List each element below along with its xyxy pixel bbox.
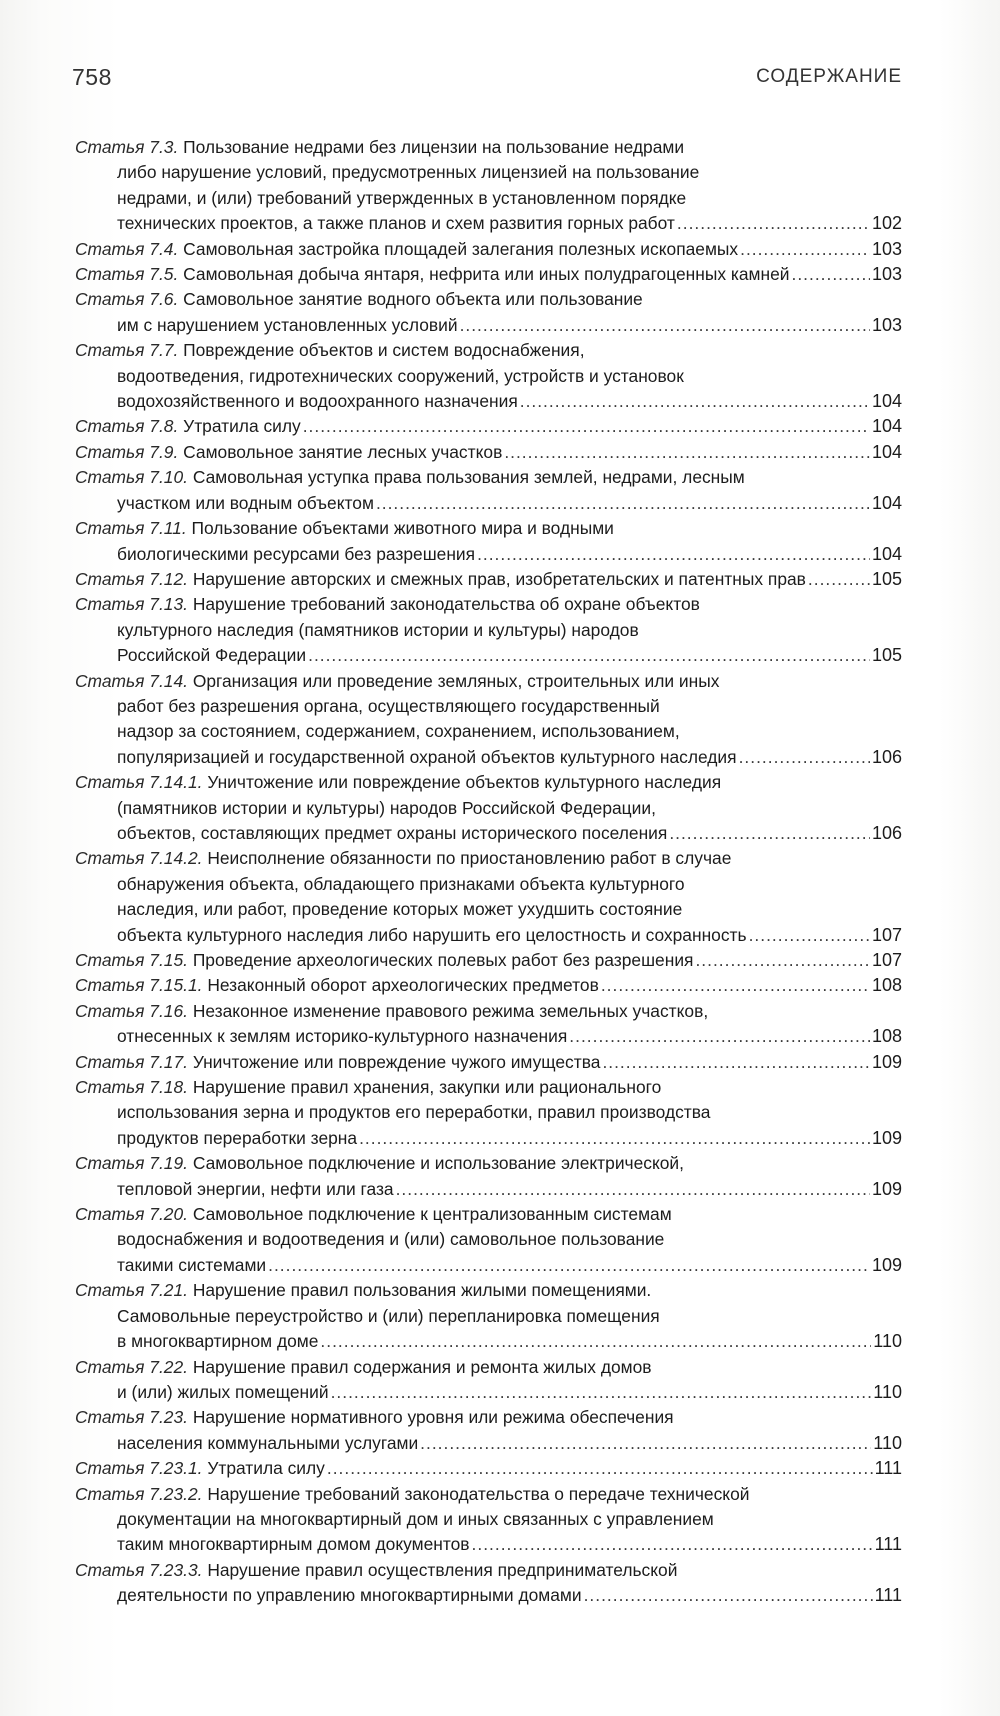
toc-entry-text <box>117 696 660 716</box>
toc-entry-line <box>75 567 902 592</box>
toc-entry-line <box>75 186 902 211</box>
article-title-text: наследия, или работ, проведение которых может ухудшить состояние <box>117 899 683 920</box>
toc-entry-text <box>75 1153 684 1173</box>
dot-leader <box>420 1431 871 1456</box>
page-reference: 109 <box>871 1178 902 1199</box>
article-label: Статья 7.23.2. <box>75 1483 203 1504</box>
toc-entry-line <box>75 1355 902 1380</box>
toc-entry-text <box>75 1357 652 1377</box>
article-label: Статья 7.15. <box>75 950 188 970</box>
article-title-text: Повреждение объектов и систем водоснабжения, <box>183 340 585 361</box>
article-title-text: продуктов переработки зерна <box>117 1127 358 1148</box>
article-title-text: Незаконное изменение правового режима земельных участков, <box>192 1000 709 1021</box>
toc-entry-text <box>75 848 731 868</box>
article-label: Статья 7.17. <box>75 1051 188 1072</box>
toc-entry-text <box>117 874 685 894</box>
toc-entry[interactable] <box>75 948 902 973</box>
toc-entry-line <box>75 1329 902 1354</box>
article-title-text: работ без разрешения органа, осуществляющего государственный <box>117 695 660 716</box>
dot-leader <box>569 1024 870 1049</box>
article-title-text: использования зерна и продуктов его переработки, правил производства <box>117 1102 711 1123</box>
toc-entry-text <box>75 1001 708 1021</box>
article-title-text: Пользование объектами животного мира и водными <box>191 518 614 539</box>
page-reference: 106 <box>871 822 902 843</box>
toc-entry-line <box>75 618 902 643</box>
toc-entry-line <box>75 1507 902 1532</box>
article-label: Статья 7.12. <box>75 568 188 589</box>
article-label: Статья 7.19. <box>75 1153 188 1174</box>
toc-entry-text <box>117 1509 714 1529</box>
article-title-text: и (или) жилых помещений <box>117 1381 329 1402</box>
page-number: 758 <box>72 64 112 90</box>
article-label: Статья 7.5. <box>75 264 179 285</box>
article-title-text: Нарушение требований законодательства о передаче технической <box>207 1483 750 1504</box>
toc-entry-text <box>117 1380 329 1405</box>
toc-entry-line <box>75 160 902 185</box>
toc-entry-text <box>117 389 518 414</box>
article-label: Статья 7.16. <box>75 1000 188 1021</box>
article-title-text: водоотведения, гидротехнических сооружений, устройств и установок <box>117 365 684 386</box>
toc-entry-text <box>117 366 684 386</box>
toc-entry-line <box>75 1431 902 1456</box>
toc-entry-text <box>75 1077 661 1097</box>
article-title-text: (памятников истории и культуры) народов Российской Федерации, <box>117 797 656 818</box>
dot-leader <box>602 1050 870 1075</box>
toc-entry-text <box>117 1306 660 1326</box>
table-of-contents <box>75 135 902 1609</box>
toc-entry-text <box>117 313 458 338</box>
toc-entry-line <box>75 1177 902 1202</box>
article-title-text: в многоквартирном доме <box>117 1331 319 1352</box>
dot-leader <box>320 1329 871 1354</box>
toc-entry-line <box>75 338 902 363</box>
toc-entry-text <box>75 1560 677 1580</box>
article-title-text: надзор за состоянием, содержанием, сохранением, использованием, <box>117 721 680 742</box>
toc-entry-line <box>75 1024 902 1049</box>
dot-leader <box>359 1126 870 1151</box>
toc-entry-line <box>75 872 902 897</box>
toc-entry-text <box>75 671 719 691</box>
article-title-text: Проведение археологических полевых работ без разрешения <box>192 950 694 970</box>
article-title-text: обнаружения объекта, обладающего признаками объекта культурного <box>117 873 685 894</box>
toc-entry-text <box>75 1484 749 1504</box>
toc-entry-text <box>117 899 682 919</box>
dot-leader <box>520 389 870 414</box>
toc-entry-line <box>75 1405 902 1430</box>
article-label: Статья 7.22. <box>75 1356 188 1377</box>
page-reference: 109 <box>871 1254 902 1275</box>
article-title-text: водоснабжения и водоотведения и (или) самовольное пользование <box>117 1229 665 1250</box>
article-title-text: Нарушение требований законодательства об охране объектов <box>192 594 700 615</box>
dot-leader <box>460 313 870 338</box>
toc-entry-line <box>75 1380 902 1405</box>
toc-entry-line <box>75 694 902 719</box>
toc-entry-line <box>75 1583 902 1608</box>
toc-entry-text <box>75 772 721 792</box>
dot-leader <box>601 973 870 998</box>
article-title-text: населения коммунальными услугами <box>117 1432 419 1453</box>
article-label: Статья 7.4. <box>75 238 179 259</box>
toc-entry-text <box>117 1329 318 1354</box>
article-title-text: Российской Федерации <box>117 645 307 666</box>
dot-leader <box>477 542 870 567</box>
article-title-text: участком или водным объектом <box>117 492 374 513</box>
article-title-text: Самовольное подключение к централизованным системам <box>192 1204 672 1225</box>
toc-entry-line <box>75 1278 902 1303</box>
toc-entry-line <box>75 1253 902 1278</box>
toc-entry[interactable] <box>75 1405 902 1456</box>
page-reference: 104 <box>871 416 902 437</box>
page-reference: 102 <box>871 213 902 234</box>
toc-entry-line <box>75 923 902 948</box>
dot-leader <box>695 948 869 973</box>
toc-entry-text <box>75 1407 674 1427</box>
article-title-text: водохозяйственного и водоохранного назначения <box>117 391 518 412</box>
toc-entry-line <box>75 440 902 465</box>
toc-entry-text <box>75 237 738 262</box>
page-reference: 110 <box>873 1381 902 1402</box>
toc-entry-line <box>75 287 902 312</box>
article-title-text: Пользование недрами без лицензии на пользование недрами <box>183 137 685 157</box>
toc-entry[interactable] <box>75 1151 902 1202</box>
toc-entry[interactable] <box>75 338 902 414</box>
article-label: Статья 7.15.1. <box>75 975 203 996</box>
toc-entry[interactable] <box>75 262 902 287</box>
toc-entry[interactable] <box>75 770 902 846</box>
toc-entry[interactable] <box>75 1482 902 1558</box>
toc-entry-text <box>75 467 745 487</box>
toc-entry-text <box>117 162 699 182</box>
article-title-text: тепловой энергии, нефти или газа <box>117 1178 394 1199</box>
toc-entry-text <box>75 289 643 309</box>
toc-entry[interactable] <box>75 1456 902 1481</box>
article-title-text: Самовольное занятие водного объекта или пользование <box>183 289 643 310</box>
article-title-text: Самовольное занятие лесных участков <box>183 441 503 462</box>
article-title-text: Самовольное подключение и использование электрической, <box>192 1153 684 1174</box>
toc-entry[interactable] <box>75 414 902 439</box>
toc-entry[interactable] <box>75 592 902 668</box>
page-reference: 105 <box>871 645 902 666</box>
page-reference: 104 <box>871 441 902 462</box>
toc-entry-line <box>75 846 902 871</box>
article-title-text: им с нарушением установленных условий <box>117 314 458 335</box>
toc-entry[interactable] <box>75 973 902 998</box>
toc-entry-line <box>75 796 902 821</box>
toc-entry-line <box>75 1532 902 1557</box>
toc-entry-line <box>75 1151 902 1176</box>
article-title-text: отнесенных к землям историко-культурного назначения <box>117 1026 568 1047</box>
toc-entry-text <box>75 973 599 998</box>
toc-entry-text <box>117 721 680 741</box>
toc-entry[interactable] <box>75 516 902 567</box>
dot-leader <box>396 1177 870 1202</box>
toc-entry[interactable] <box>75 1355 902 1406</box>
toc-entry-line <box>75 414 902 439</box>
article-title-text: Самовольная добыча янтаря, нефрита или иных полудрагоценных камней <box>183 264 790 285</box>
article-label: Статья 7.14.2. <box>75 848 203 869</box>
article-title-text: Нарушение правил осуществления предпринимательской <box>207 1559 678 1580</box>
page-reference: 103 <box>871 264 902 285</box>
page-reference: 103 <box>871 238 902 259</box>
toc-entry[interactable] <box>75 846 902 948</box>
toc-entry-line <box>75 745 902 770</box>
article-title-text: Уничтожение или повреждение объектов культурного наследия <box>207 772 722 793</box>
toc-entry-line <box>75 1202 902 1227</box>
article-title-text: недрами, и (или) требований утвержденных в установленном порядке <box>117 187 687 208</box>
toc-entry-text <box>117 643 306 668</box>
article-title-text: популяризацией и государственной охраной объектов культурного наследия <box>117 746 737 767</box>
dot-leader <box>472 1532 873 1557</box>
toc-entry-text <box>117 188 686 208</box>
article-label: Статья 7.18. <box>75 1077 188 1098</box>
article-title-text: Нарушение правил пользования жилыми помещениями. <box>192 1280 652 1301</box>
toc-entry-line <box>75 542 902 567</box>
article-title-text: объекта культурного наследия либо нарушить его целостность и сохранность <box>117 924 747 945</box>
article-label: Статья 7.3. <box>75 137 179 157</box>
toc-entry-text <box>75 1280 651 1300</box>
toc-entry-line <box>75 491 902 516</box>
toc-entry-text <box>117 745 737 770</box>
dot-leader <box>303 414 870 439</box>
toc-entry[interactable] <box>75 999 902 1050</box>
toc-entry-line <box>75 237 902 262</box>
toc-entry-line <box>75 999 902 1024</box>
toc-entry-line <box>75 669 902 694</box>
toc-entry-text <box>117 1229 664 1249</box>
toc-entry-line <box>75 1100 902 1125</box>
toc-entry-line <box>75 313 902 338</box>
toc-entry-text <box>75 518 614 538</box>
toc-entry-text <box>75 1204 672 1224</box>
toc-entry-text <box>117 211 675 236</box>
dot-leader <box>308 643 870 668</box>
toc-entry-text <box>75 594 700 614</box>
article-title-text: Уничтожение или повреждение чужого имущества <box>192 1051 601 1072</box>
page-reference: 108 <box>871 975 902 996</box>
article-title-text: культурного наследия (памятников истории и культуры) народов <box>117 619 639 640</box>
toc-entry[interactable] <box>75 1202 902 1278</box>
toc-entry-text <box>117 1177 394 1202</box>
toc-entry[interactable] <box>75 567 902 592</box>
toc-entry-text <box>75 567 806 592</box>
article-label: Статья 7.9. <box>75 441 179 462</box>
toc-entry[interactable] <box>75 1278 902 1354</box>
toc-entry-line <box>75 364 902 389</box>
toc-entry-text <box>117 923 747 948</box>
article-label: Статья 7.8. <box>75 416 179 437</box>
toc-entry-text <box>117 1583 582 1608</box>
article-title-text: Утратила силу <box>183 416 301 437</box>
article-label: Статья 7.23. <box>75 1407 188 1428</box>
toc-entry[interactable] <box>75 135 902 237</box>
toc-entry-line <box>75 719 902 744</box>
page-reference: 111 <box>874 1585 902 1606</box>
page-reference: 105 <box>871 568 902 589</box>
toc-entry[interactable] <box>75 669 902 771</box>
toc-entry-line <box>75 821 902 846</box>
toc-entry-text <box>117 620 639 640</box>
article-title-text: Самовольная уступка права пользования землей, недрами, лесным <box>192 467 745 488</box>
page-reference: 104 <box>871 492 902 513</box>
article-title-text: Нарушение нормативного уровня или режима обеспечения <box>192 1407 674 1428</box>
article-label: Статья 7.10. <box>75 467 188 488</box>
toc-entry-text <box>75 340 585 360</box>
toc-entry-text <box>117 1532 470 1557</box>
article-title-text: документации на многоквартирный дом и иных связанных с управлением <box>117 1508 714 1529</box>
dot-leader <box>376 491 870 516</box>
toc-entry-line <box>75 1456 902 1481</box>
toc-entry-line <box>75 211 902 236</box>
toc-entry-line <box>75 592 902 617</box>
toc-entry-line <box>75 135 902 160</box>
article-title-text: Утратила силу <box>207 1458 325 1479</box>
toc-entry-line <box>75 643 902 668</box>
toc-entry-line <box>75 1075 902 1100</box>
dot-leader <box>740 237 870 262</box>
toc-entry[interactable] <box>75 287 902 338</box>
article-label: Статья 7.21. <box>75 1280 188 1301</box>
toc-entry[interactable] <box>75 1050 902 1075</box>
page-reference: 111 <box>874 1458 902 1479</box>
toc-entry-line <box>75 1304 902 1329</box>
toc-entry-line <box>75 770 902 795</box>
article-title-text: такими системами <box>117 1254 267 1275</box>
toc-entry[interactable] <box>75 1558 902 1609</box>
page-header <box>72 64 902 94</box>
page-reference: 103 <box>871 314 902 335</box>
article-title-text: Незаконный оборот археологических предметов <box>207 975 599 996</box>
article-label: Статья 7.11. <box>75 518 187 539</box>
article-label: Статья 7.7. <box>75 340 179 361</box>
article-title-text: Нарушение правил хранения, закупки или рационального <box>192 1077 662 1098</box>
toc-entry-text <box>117 1431 418 1456</box>
article-title-text: таким многоквартирным домом документов <box>117 1534 470 1555</box>
article-title-text: Неисполнение обязанности по приостановлению работ в случае <box>207 848 732 869</box>
toc-entry-line <box>75 973 902 998</box>
article-label: Статья 7.23.1. <box>75 1458 203 1479</box>
dot-leader <box>739 745 870 770</box>
toc-entry-text <box>117 1102 710 1122</box>
article-label: Статья 7.20. <box>75 1204 188 1225</box>
toc-entry-line <box>75 262 902 287</box>
dot-leader <box>584 1583 873 1608</box>
toc-entry-text <box>75 137 684 157</box>
toc-entry-line <box>75 897 902 922</box>
article-title-text: Самовольные переустройство и (или) перепланировка помещения <box>117 1305 660 1326</box>
article-label: Статья 7.23.3. <box>75 1559 203 1580</box>
toc-entry-text <box>117 1024 567 1049</box>
page-reference: 111 <box>874 1534 902 1555</box>
toc-entry-line <box>75 389 902 414</box>
page-reference: 104 <box>871 543 902 564</box>
page-reference: 108 <box>871 1026 902 1047</box>
toc-entry-text <box>75 262 790 287</box>
toc-entry-line <box>75 1126 902 1151</box>
toc-entry-text <box>117 798 656 818</box>
page-reference: 109 <box>871 1127 902 1148</box>
toc-entry-line <box>75 516 902 541</box>
article-label: Статья 7.6. <box>75 289 179 310</box>
page-reference: 104 <box>871 391 902 412</box>
dot-leader <box>808 567 870 592</box>
dot-leader <box>669 821 870 846</box>
toc-entry-line <box>75 948 902 973</box>
page-reference: 106 <box>871 746 902 767</box>
toc-entry[interactable] <box>75 465 902 516</box>
article-title-text: объектов, составляющих предмет охраны исторического поселения <box>117 822 668 843</box>
article-title-text: биологическими ресурсами без разрешения <box>117 543 476 564</box>
page-reference: 107 <box>871 950 902 970</box>
article-title-text: Организация или проведение земляных, строительных или иных <box>192 670 720 691</box>
dot-leader <box>677 211 870 236</box>
toc-entry[interactable] <box>75 1075 902 1151</box>
toc-entry[interactable] <box>75 237 902 262</box>
page-reference: 107 <box>871 924 902 945</box>
article-label: Статья 7.14.1. <box>75 772 203 793</box>
dot-leader <box>331 1380 872 1405</box>
toc-entry-text <box>117 542 475 567</box>
article-title-text: либо нарушение условий, предусмотренных лицензией на пользование <box>117 162 700 183</box>
page-reference: 110 <box>873 1432 902 1453</box>
running-title: СОДЕРЖАНИЕ <box>756 66 902 87</box>
page-reference: 110 <box>873 1331 902 1352</box>
toc-entry-text <box>117 1253 266 1278</box>
toc-entry-text <box>117 491 374 516</box>
toc-entry-line <box>75 1558 902 1583</box>
toc-entry-text <box>117 821 667 846</box>
toc-entry-text <box>75 1050 600 1075</box>
article-title-text: Нарушение авторских и смежных прав, изобретательских и патентных прав <box>192 568 806 589</box>
article-title-text: деятельности по управлению многоквартирными домами <box>117 1585 582 1606</box>
article-label: Статья 7.14. <box>75 670 188 691</box>
dot-leader <box>792 262 870 287</box>
toc-entry-line <box>75 1227 902 1252</box>
toc-entry-line <box>75 1482 902 1507</box>
toc-entry-line <box>75 1050 902 1075</box>
dot-leader <box>268 1253 870 1278</box>
dot-leader <box>749 923 870 948</box>
page-reference: 109 <box>871 1051 902 1072</box>
toc-entry-text <box>75 948 693 973</box>
toc-entry-text <box>75 414 301 439</box>
toc-entry-text <box>75 440 502 465</box>
toc-entry-text <box>75 1456 325 1481</box>
toc-entry-line <box>75 465 902 490</box>
article-title-text: Нарушение правил содержания и ремонта жилых домов <box>192 1356 652 1377</box>
article-title-text: технических проектов, а также планов и схем развития горных работ <box>117 213 675 234</box>
toc-entry[interactable] <box>75 440 902 465</box>
article-label: Статья 7.13. <box>75 594 188 615</box>
toc-entry-text <box>117 1126 357 1151</box>
article-title-text: Самовольная застройка площадей залегания полезных ископаемых <box>183 238 739 259</box>
dot-leader <box>504 440 870 465</box>
dot-leader <box>327 1456 873 1481</box>
